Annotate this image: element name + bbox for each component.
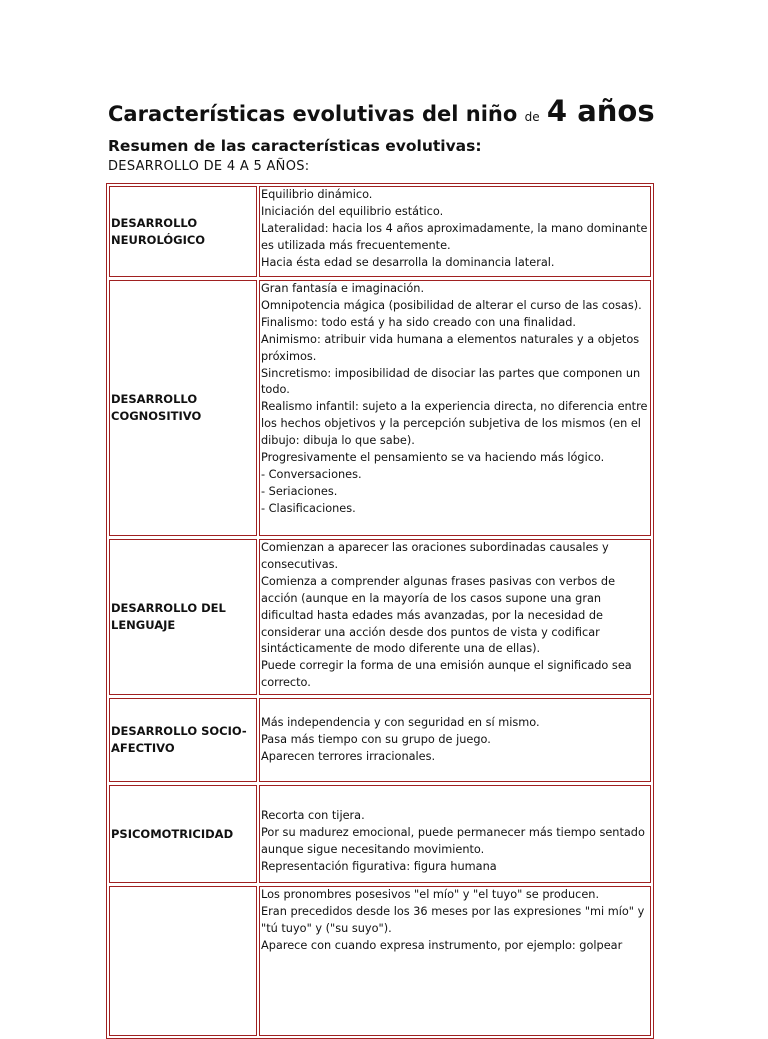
row-label: [109, 886, 257, 1036]
content-line: Más independencia y con seguridad en sí mismo.: [261, 716, 540, 729]
row-content: [259, 698, 651, 782]
table-row: [109, 539, 651, 695]
table-row: [109, 698, 651, 782]
document-title: [108, 96, 668, 132]
table-row: [109, 785, 651, 883]
content-line: Aparecen terrores irracionales.: [261, 749, 436, 763]
row-label: PSICOMOTRICIDAD: [109, 785, 257, 883]
content-line: Pasa más tiempo con su grupo de juego.: [261, 732, 491, 746]
content-line: Finalismo: todo está y ha sido creado con una finalidad.: [261, 315, 577, 329]
age-range-heading: DESARROLLO DE 4 A 5 AÑOS:: [108, 159, 310, 174]
document-header: [108, 96, 668, 174]
row-label: DESARROLLO NEUROLÓGICO: [109, 186, 257, 277]
content-line: - Seriaciones.: [261, 484, 338, 498]
content-line: Animismo: atribuir vida humana a elementos naturales y a objetos próximos.: [261, 332, 640, 363]
development-table: [106, 183, 654, 1039]
document-subtitle: Resumen de las características evolutivas:: [108, 137, 482, 155]
title-main: Características evolutivas del niño: [108, 102, 518, 126]
table-row: [109, 886, 651, 1036]
content-line: Aparece con cuando expresa instrumento, por ejemplo: golpear: [261, 938, 623, 952]
row-content: [259, 280, 651, 536]
content-line: Comienzan a aparecer las oraciones subordinadas causales y consecutivas.: [261, 541, 609, 571]
content-line: Lateralidad: hacia los 4 años aproximadamente, la mano dominante es utilizada más frecuentemente.: [261, 221, 648, 252]
title-de: de: [524, 110, 540, 124]
row-content: [259, 186, 651, 277]
row-content: [259, 539, 651, 695]
content-line: Recorta con tijera.: [261, 809, 365, 822]
content-line: Sincretismo: imposibilidad de disociar las partes que componen un todo.: [261, 366, 641, 397]
title-age: 4 años: [546, 94, 655, 128]
content-line: Por su madurez emocional, puede permanecer más tiempo sentado aunque sigue necesitando movimiento.: [261, 825, 645, 856]
content-line: Iniciación del equilibrio estático.: [261, 204, 444, 218]
row-label: DESARROLLO COGNOSITIVO: [109, 280, 257, 536]
content-line: Gran fantasía e imaginación.: [261, 282, 425, 295]
row-label: DESARROLLO SOCIO-AFECTIVO: [109, 698, 257, 782]
content-line: Representación figurativa: figura humana: [261, 859, 497, 873]
content-line: - Clasificaciones.: [261, 501, 356, 515]
table-row: [109, 280, 651, 536]
content-line: Omnipotencia mágica (posibilidad de alterar el curso de las cosas).: [261, 298, 642, 312]
content-line: Comienza a comprender algunas frases pasivas con verbos de acción (aunque en la mayoría de los casos supone una gran dificultad hasta edades más avanzadas, por la necesidad de considerar una acción desde dos puntos de vista y codificar sintácticamente de modo diferente una de ellas).: [261, 574, 616, 656]
content-line: Eran precedidos desde los 36 meses por las expresiones "mi mío" y "tú tuyo" y ("su suyo").: [261, 904, 645, 935]
row-label: DESARROLLO DEL LENGUAJE: [109, 539, 257, 695]
content-line: - Conversaciones.: [261, 467, 362, 481]
table-row: [109, 186, 651, 277]
row-content: [259, 785, 651, 883]
content-line: Puede corregir la forma de una emisión aunque el significado sea correcto.: [261, 659, 632, 690]
content-line: Hacia ésta edad se desarrolla la dominancia lateral.: [261, 255, 555, 269]
row-content: [259, 886, 651, 1036]
content-line: Realismo infantil: sujeto a la experiencia directa, no diferencia entre los hechos objetivos y la percepción subjetiva de los mismos (en el dibujo: dibuja lo que sabe).: [261, 400, 648, 448]
content-line: Los pronombres posesivos "el mío" y "el tuyo" se producen.: [261, 888, 600, 901]
content-line: Progresivamente el pensamiento se va haciendo más lógico.: [261, 451, 605, 465]
content-line: Equilibrio dinámico.: [261, 188, 373, 201]
